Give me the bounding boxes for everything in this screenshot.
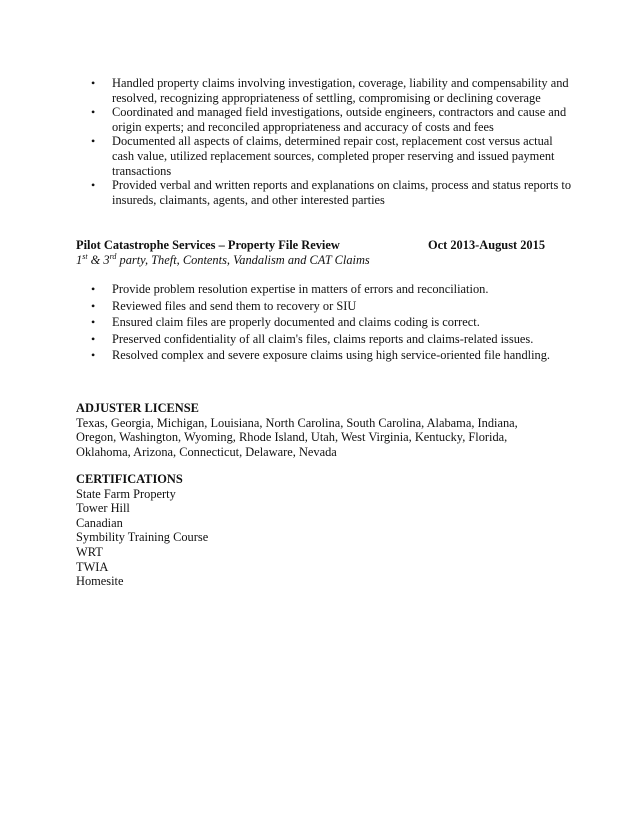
review-duties-list — [112, 282, 582, 365]
job-dates: Oct 2013-August 2015 — [428, 238, 546, 252]
certification-item: State Farm Property — [76, 486, 176, 501]
list-item: • Reviewed files and send them to recovery or SIU — [112, 299, 582, 314]
certification-item: WRT — [76, 544, 103, 559]
list-item: • Provided verbal and written reports and explanations on claims, process and status reports to insureds, claimants, agents, and other interested parties — [112, 178, 572, 207]
list-item: • Coordinated and managed field investigations, outside engineers, contractors and cause and origin experts; and reconciled appropriateness and accuracy of costs and fees — [112, 105, 572, 134]
job-header — [76, 238, 556, 253]
certification-item: Tower Hill — [76, 501, 130, 516]
duties-list — [112, 76, 572, 207]
list-item: • Documented all aspects of claims, determined repair cost, replacement cost versus actual cash value, utilized replacement sources, completed proper reserving and issued payment transactions — [112, 134, 572, 178]
job-title: Pilot Catastrophe Services – Property File Review — [76, 238, 340, 252]
list-item: • Preserved confidentiality of all claim's files, claims reports and claims-related issues. — [112, 332, 582, 347]
certification-item: Homesite — [76, 574, 124, 589]
license-heading: ADJUSTER LICENSE — [76, 401, 199, 415]
license-section — [76, 401, 546, 459]
list-item: • Ensured claim files are properly documented and claims coding is correct. — [112, 315, 582, 330]
list-item: • Provide problem resolution expertise in matters of errors and reconciliation. — [112, 282, 582, 297]
list-item: • Resolved complex and severe exposure claims using high service-oriented file handling. — [112, 348, 582, 363]
certifications-section — [76, 472, 546, 589]
certification-item: TWIA — [76, 559, 109, 574]
job-subtitle: 1st & 3rd party, Theft, Contents, Vandalism and CAT Claims — [76, 251, 370, 267]
certifications-heading: CERTIFICATIONS — [76, 472, 183, 486]
certification-item: Canadian — [76, 515, 123, 530]
license-states: Texas, Georgia, Michigan, Louisiana, North Carolina, South Carolina, Alabama, Indiana, Oregon, Washington, Wyoming, Rhode Island, Utah, West Virginia, Kentucky, Florida, Oklahoma, Arizona, Connecticut, Delaware, Nevada — [76, 415, 518, 459]
list-item: • Handled property claims involving investigation, coverage, liability and compensability and resolved, recognizing appropriateness of settling, compromising or declining coverage — [112, 76, 572, 105]
certification-item: Symbility Training Course — [76, 530, 209, 545]
